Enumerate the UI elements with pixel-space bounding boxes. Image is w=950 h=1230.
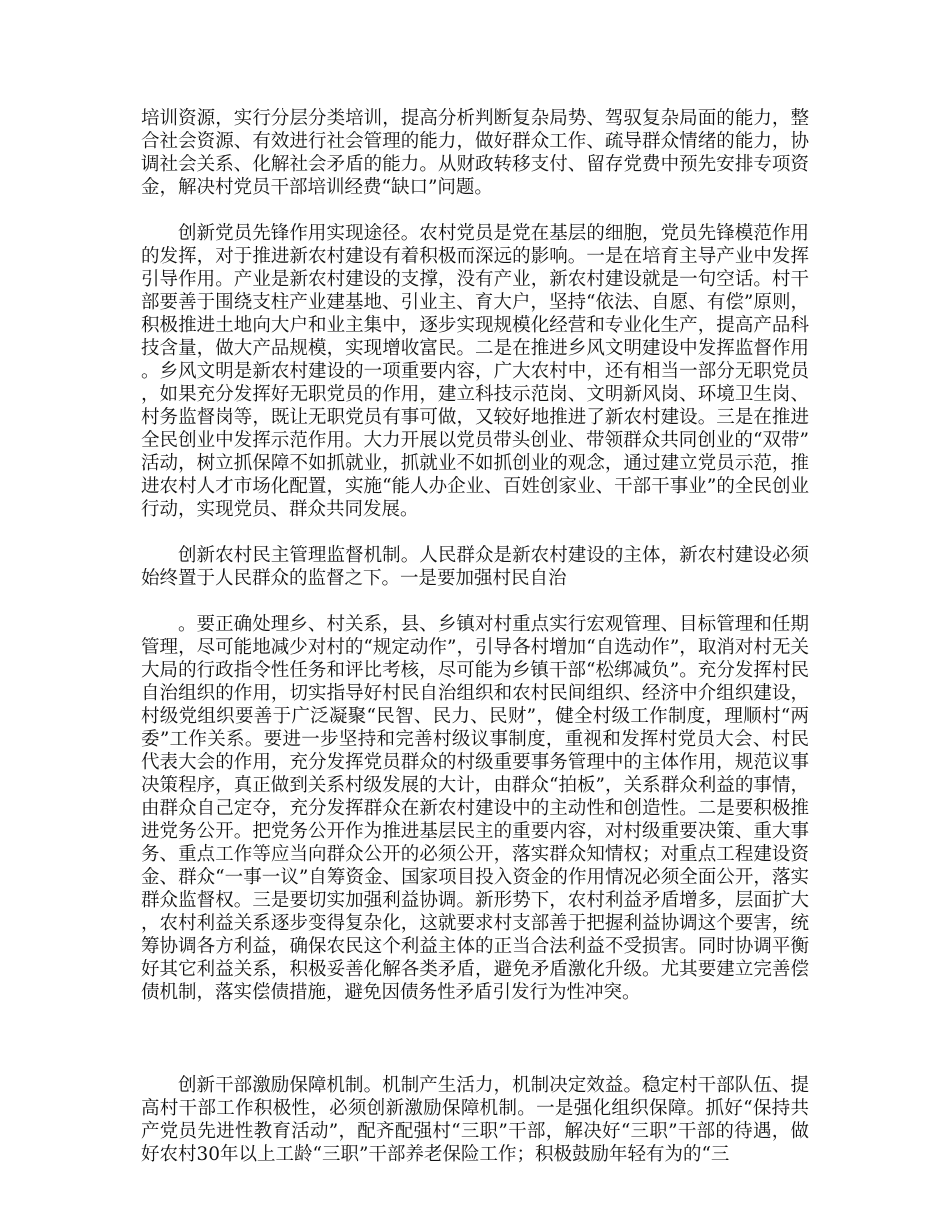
paragraph-training-resources: 培训资源，实行分层分类培训，提高分析判断复杂局势、驾驭复杂局面的能力，整合社会资源、有效进行社会管理的能力，做好群众工作、疏导群众情绪的能力，协调社会关系、化解社会矛盾的能力。从财政转移支付、留存党费中预先安排专项资金，解决村党员干部培训经费“缺口”问题。 — [141, 108, 809, 198]
paragraph-democratic-supervision: 创新农村民主管理监督机制。人民群众是新农村建设的主体，新农村建设必须始终置于人民群众的监督之下。一是要加强村民自治 — [141, 545, 809, 589]
paragraph-village-self-governance: 。要正确处理乡、村关系，县、乡镇对村重点实行宏观管理、目标管理和任期管理，尽可能地减少对村的“规定动作”，引导各村增加“自选动作”，取消对村无关大局的行政指令性任务和评比考核，尽可能为乡镇干部“松绑减负”。充分发挥村民自治组织的作用，切实指导好村民自治组织和农村民间组织、经济中介组织建设，村级党组织要善于广泛凝聚“民智、民力、民财”，健全村级工作制度，理顺村“两委”工作关系。要进一步坚持和完善村级议事制度，重视和发挥村党员大会、村民代表大会的作用，充分发挥党员群众的村级重要事务管理中的主体作用，规范议事决策程序，真正做到关系村级发展的大计，由群众“拍板”，关系群众利益的事情，由群众自己定夺，充分发挥群众在新农村建设中的主动性和创造性。二是要积极推进党务公开。把党务公开作为推进基层民主的重要内容，对村级重要决策、重大事务、重点工作等应当向群众公开的必须公开，落实群众知情权；对重点工程建设资金、群众“一事一议”自筹资金、国家项目投入资金的作用情况必须全面公开，落实群众监督权。三是要切实加强利益协调。新形势下，农村利益矛盾增多，层面扩大，农村利益关系逐步变得复杂化，这就要求村支部善于把握利益协调这个要害，统筹协调各方利益，确保农民这个利益主体的正当合法利益不受损害。同时协调平衡好其它利益关系，积极妥善化解各类矛盾，避免矛盾激化升级。尤其要建立完善偿债机制，落实偿债措施，避免因债务性矛盾引发行为性冲突。 — [141, 614, 809, 1003]
paragraph-party-member-vanguard: 创新党员先锋作用实现途径。农村党员是党在基层的细胞，党员先锋模范作用的发挥，对于推进新农村建设有着积极而深远的影响。一是在培育主导产业中发挥引导作用。产业是新农村建设的支撑，没有产业，新农村建设就是一句空话。村干部要善于围绕支柱产业建基地、引业主、育大户，坚持“依法、自愿、有偿”原则，积极推进土地向大户和业主集中，逐步实现规模化经营和专业化生产，提高产品科技含量，做大产品规模，实现增收富民。二是在推进乡风文明建设中发挥监督作用。乡风文明是新农村建设的一项重要内容，广大农村中，还有相当一部分无职党员，如果充分发挥好无职党员的作用，建立科技示范岗、文明新风岗、环境卫生岗、村务监督岗等，既让无职党员有事可做，又较好地推进了新农村建设。三是在推进全民创业中发挥示范作用。大力开展以党员带头创业、带领群众共同创业的“双带”活动，树立抓保障不如抓就业，抓就业不如抓创业的观念，通过建立党员示范，推进农村人才市场化配置，实施“能人办企业、百姓创家业、干部干事业”的全民创业行动，实现党员、群众共同发展。 — [141, 223, 809, 520]
document-page — [141, 107, 809, 1166]
paragraph-cadre-incentive: 创新干部激励保障机制。机制产生活力，机制决定效益。稳定村干部队伍、提高村干部工作积极性，必须创新激励保障机制。一是强化组织保障。抓好“保持共产党员先进性教育活动”，配齐配强村“三职”干部，解决好“三职”干部的待遇，做好农村30年以上工龄“三职”干部养老保险工作；积极鼓励年轻有为的“三 — [141, 1075, 809, 1165]
